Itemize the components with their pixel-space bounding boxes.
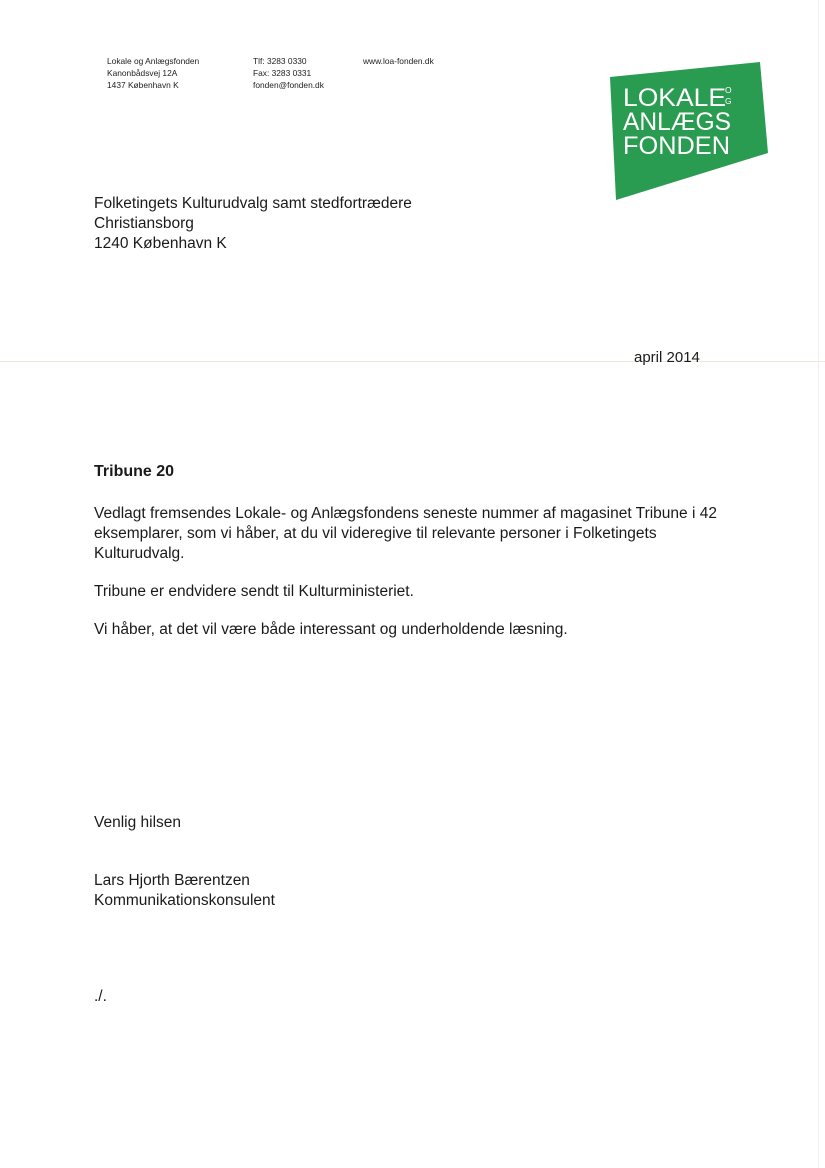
fax: Fax: 3283 0331 <box>253 68 312 78</box>
logo-word-fonden: FONDEN <box>623 132 730 160</box>
logo-graphic <box>610 60 770 202</box>
sender-street: Kanonbådsvej 12A <box>107 68 178 78</box>
recipient-building: Christiansborg <box>94 215 194 232</box>
email-link[interactable]: fonden@fonden.dk <box>253 80 324 90</box>
letter-body <box>94 504 734 658</box>
signature-block <box>94 871 275 911</box>
sender-contact <box>253 55 324 91</box>
recipient-city: 1240 København K <box>94 235 227 252</box>
sender-name: Lokale og Anlægsfonden <box>107 56 200 66</box>
enclosure-mark: ./. <box>94 988 107 1005</box>
signer-title: Kommunikationskonsulent <box>94 892 275 909</box>
page-edge <box>818 0 819 1168</box>
letter-date: april 2014 <box>634 349 700 366</box>
body-paragraph: Vedlagt fremsendes Lokale- og Anlægsfondens seneste nummer af magasinet Tribune i 42 eksemplarer, som vi håber, at du vil videregive til relevante personer i Folketingets Kulturudvalg. <box>94 505 717 562</box>
phone: Tlf: 3283 0330 <box>253 56 307 66</box>
logo-word-anlaegs: ANLÆGS <box>623 108 731 136</box>
sender-address <box>107 55 199 91</box>
logo-word-lokale: LOKALE <box>623 84 726 112</box>
closing-greeting: Venlig hilsen <box>94 814 182 831</box>
fold-line <box>0 361 825 362</box>
recipient-name: Folketingets Kulturudvalg samt stedfortrædere <box>94 195 412 212</box>
recipient-address <box>94 194 412 254</box>
body-paragraph: Vi håber, at det vil være både interessant og underholdende læsning. <box>94 621 568 638</box>
foundation-logo <box>610 60 770 202</box>
logo-og-g: G <box>725 96 732 106</box>
signer-name: Lars Hjorth Bærentzen <box>94 872 250 889</box>
sender-web <box>363 55 434 67</box>
letter-subject: Tribune 20 <box>94 463 175 480</box>
sender-city: 1437 København K <box>107 80 179 90</box>
body-paragraph: Tribune er endvidere sendt til Kulturministeriet. <box>94 583 414 600</box>
logo-og-o: O <box>725 85 732 95</box>
website-link[interactable]: www.loa-fonden.dk <box>363 56 434 66</box>
